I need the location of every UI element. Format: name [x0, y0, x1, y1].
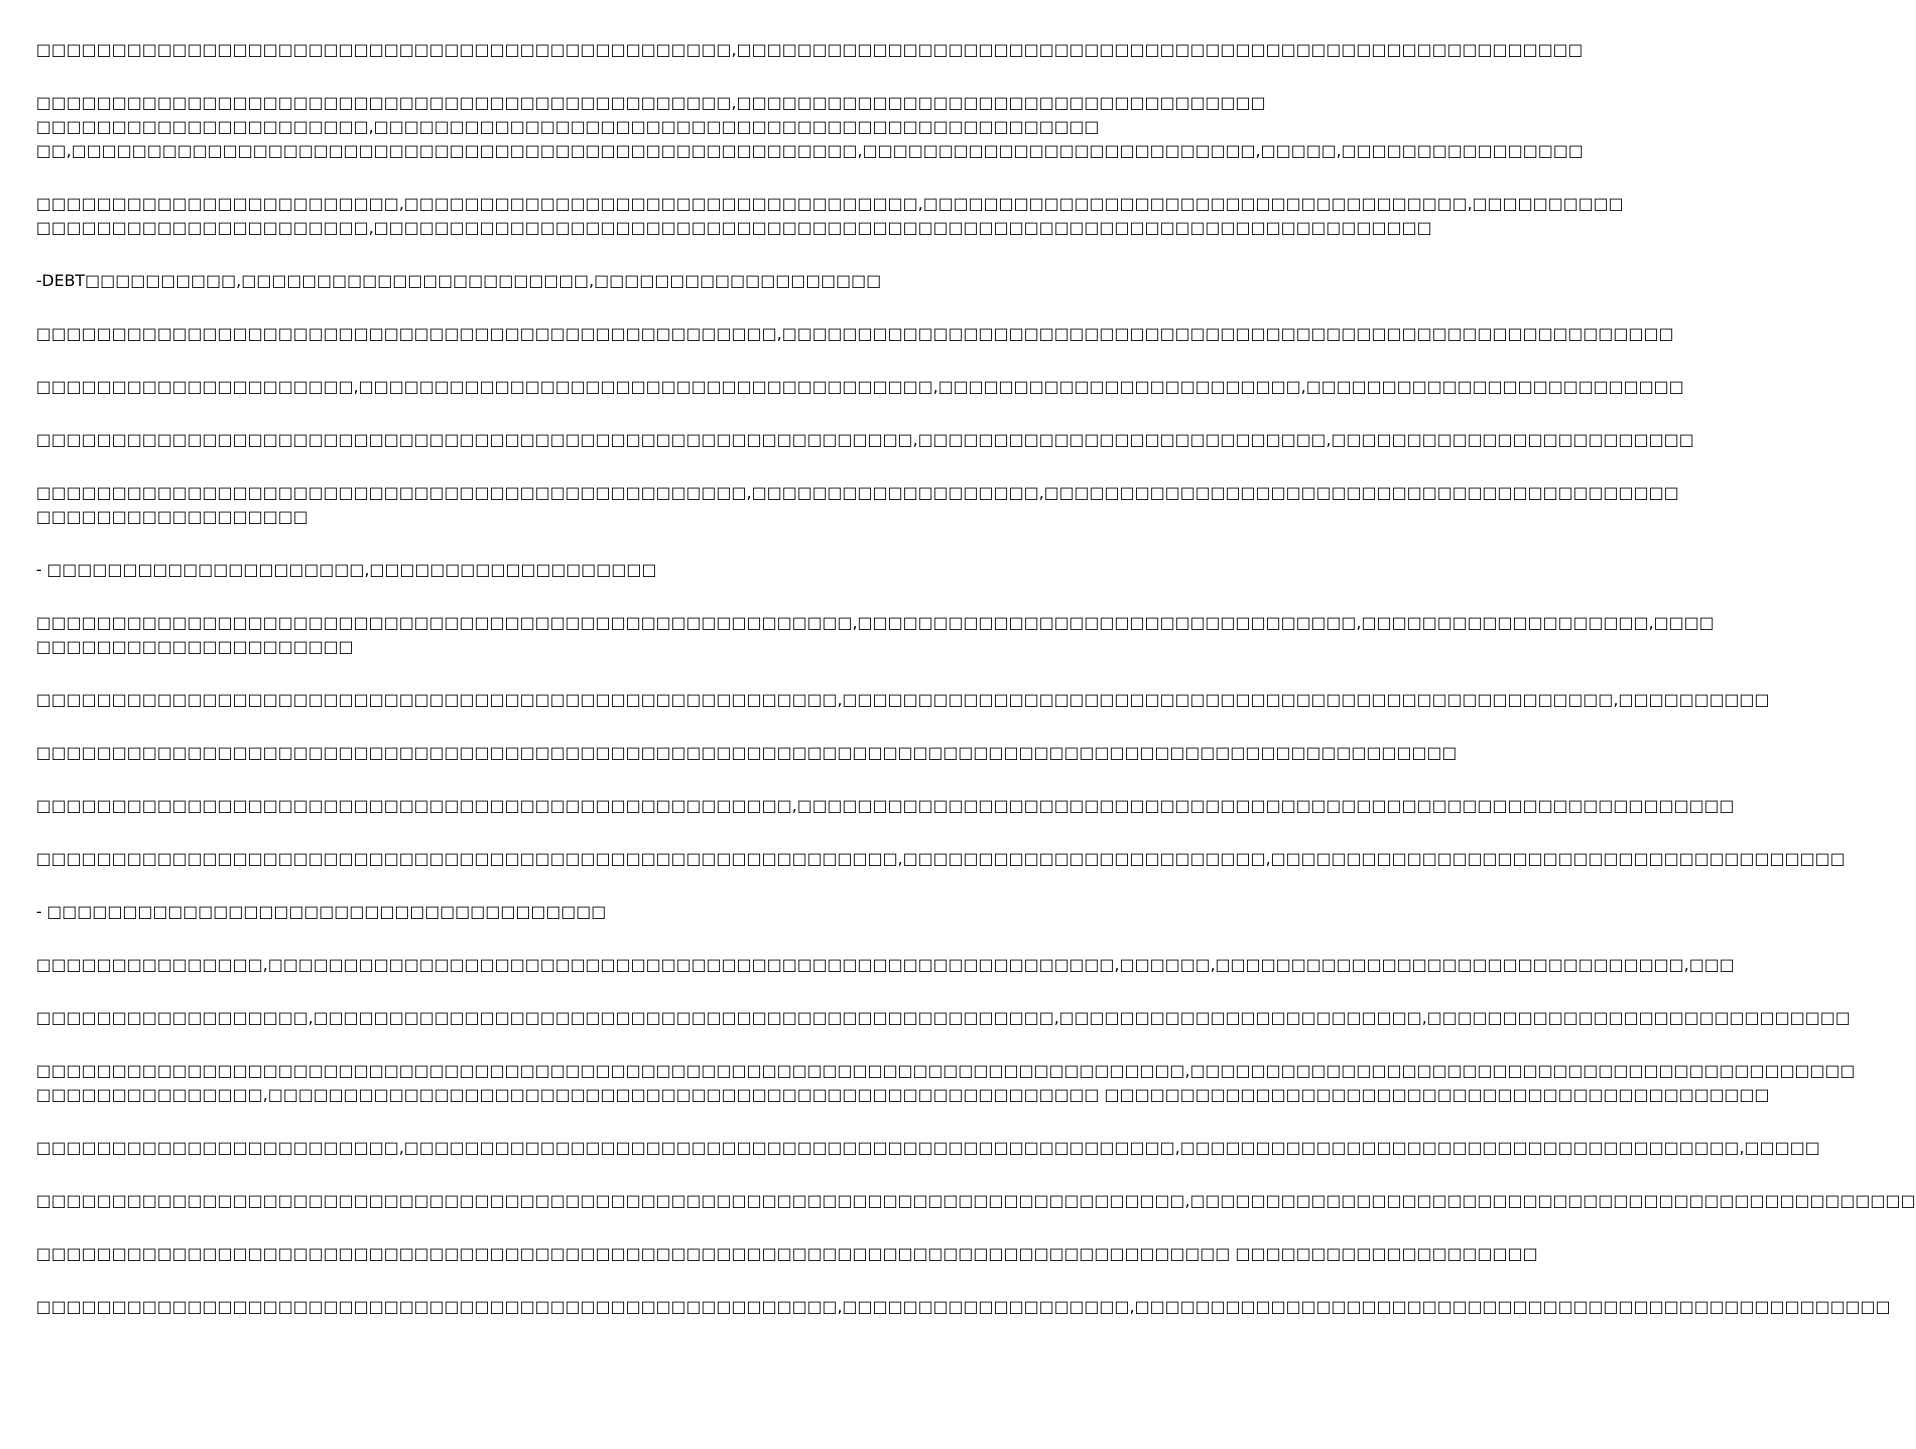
paragraph	[36, 269, 990, 293]
text-line: □□□□□□□□□□□□□□□,□□□□□□□□□□□□□□□□□□□□□□□□□□□□□□□□□□□□□□□□□□□□□□□□□□□□□□□ □□□□□□□□□□□□□□□□□□□□□□□□□□□□□□□□□□□□□□□□□□□□	[36, 1085, 1770, 1104]
text-line: □□□□□□□□□□□□□□□□□□□□□□□□□□□□□□□□□□□□□□□□□□□□□□,□□□□□□□□□□□□□□□□□□□□□□□□□□□□□□□□□□□	[36, 93, 1266, 112]
paragraph	[36, 375, 1684, 399]
text-line: □□□□□□□□□□□□□□□□□□	[36, 507, 309, 526]
paragraph	[36, 91, 1584, 163]
text-line: □□□□□□□□□□□□□□□□□□□□□,□□□□□□□□□□□□□□□□□□□□□□□□□□□□□□□□□□□□□□,□□□□□□□□□□□□□□□□□□□□□□□□,□□□□□□□□□□□□□□□□□□□□□□□□□	[36, 377, 1684, 396]
paragraph	[36, 953, 1735, 977]
text-line: □□□□□□□□□□□□□□□□□□□□□□□□□□□□□□□□□□□□□□□□□□□□□□□□□,□□□□□□□□□□□□□□□□□□□□□□□□□□□□□□□□□□□□□□□□□□□□□□□□□□□□□□□□□□□	[36, 324, 1674, 343]
text-line: □□□□□□□□□□□□□□□□□□,□□□□□□□□□□□□□□□□□□□□□□□□□□□□□□□□□□□□□□□□□□□□□□□□□,□□□□□□□□□□□□□□□□□□□□□□□□,□□□□□□□□□□□□□□□□□□□□□□□□□□□□	[36, 1008, 1851, 1027]
paragraph	[36, 481, 1679, 529]
text-line: □□□□□□□□□□□□□□□□□□□□□□□□□□□□□□□□□□□□□□□□□□□□□□□□□□□□□,□□□□□□□□□□□□□□□□□□□,□□□□□□□□□□□□□□□□□□□□□□□□□□□□□□□□□□□□□□□□□□□□□□□□□□	[36, 1297, 1891, 1316]
paragraph	[36, 1136, 1820, 1160]
text-line: □□□□□□□□□□□□□□□□□□□□□□□□□□□□□□□□□□□□□□□□□□□□□□□□□□□□□□□□□□□□□□□□□□□□□□□□□□□□,□□□□□□□□□□□□□□□□□□□□□□□□□□□□□□□□□□□□□□□□□□□□	[36, 1061, 1856, 1080]
text-line: □□□□□□□□□□□□□□□□□□□□□□,□□□□□□□□□□□□□□□□□□□□□□□□□□□□□□□□□□□□□□□□□□□□□□□□□□□□□□□□□□□□□□□□□□□□□□	[36, 218, 1432, 237]
text-line: □□□□□□□□□□□□□□□□□□□□□□□□,□□□□□□□□□□□□□□□□□□□□□□□□□□□□□□□□□□□□□□□□□□□□□□□□□□□,□□□□□□□□□□□□□□□□□□□□□□□□□□□□□□□□□□□□□,□□□□□	[36, 1138, 1820, 1157]
text-line: -DEBT□□□□□□□□□□,□□□□□□□□□□□□□□□□□□□□□□□,□□□□□□□□□□□□□□□□□□□	[36, 271, 882, 290]
paragraph	[36, 1059, 1856, 1107]
paragraph	[36, 611, 1715, 659]
paragraph	[36, 322, 1674, 346]
text-line: - □□□□□□□□□□□□□□□□□□□□□,□□□□□□□□□□□□□□□□□□□	[36, 560, 657, 579]
text-line: □□□□□□□□□□□□□□□□□□□□□□□□□□□□□□□□□□□□□□□□□□□□□□□,□□□□□□□□□□□□□□□□□□□,□□□□□□□□□□□□□□□□□□□□□□□□□□□□□□□□□□□□□□□□□□	[36, 483, 1679, 502]
text-line: - □□□□□□□□□□□□□□□□□□□□□□□□□□□□□□□□□□□□□	[36, 902, 607, 921]
text-line: □□□□□□□□□□□□□□□□□□□□□□□□□□□□□□□□□□□□□□□□□□□□□□□□□□□□□□□□□□□□□□□□□□□□□□□□□□□□□□□ □□□□□□□□□□□□□□□□□□□□	[36, 1244, 1538, 1263]
text-line: □□,□□□□□□□□□□□□□□□□□□□□□□□□□□□□□□□□□□□□□□□□□□□□□□□□□□□□,□□□□□□□□□□□□□□□□□□□□□□□□□□,□□□□□,□□□□□□□□□□□□□□□□	[36, 141, 1584, 160]
paragraph	[36, 192, 1624, 240]
text-line: □□□□□□□□□□□□□□□□□□□□□	[36, 637, 354, 656]
text-line: □□□□□□□□□□□□□□□□□□□□□□□□□□□□□□□□□□□□□□□□□□□□□□,□□□□□□□□□□□□□□□□□□□□□□□□□□□□□□□□□□□□□□□□□□□□□□□□□□□□□□□□	[36, 40, 1584, 59]
text-line: □□□□□□□□□□□□□□□□□□□□□□□□□□□□□□□□□□□□□□□□□□□□□□□□□□□□□□,□□□□□□□□□□□□□□□□□□□□□□□□□□□□□□□□□,□□□□□□□□□□□□□□□□□□□,□□□□	[36, 613, 1715, 632]
text-line: □□□□□□□□□□□□□□□□□□□□□□□□□□□□□□□□□□□□□□□□□□□□□□□□□□,□□□□□□□□□□□□□□□□□□□□□□□□□□□□□□□□□□□□□□□□□□□□□□□□□□□□□□□□□□□□□□	[36, 796, 1735, 815]
paragraph	[36, 38, 1584, 62]
text-line: □□□□□□□□□□□□□□□,□□□□□□□□□□□□□□□□□□□□□□□□□□□□□□□□□□□□□□□□□□□□□□□□□□□□□□□□,□□□□□□,□□□□□□□□□□□□□□□□□□□□□□□□□□□□□□□,□□□	[36, 955, 1735, 974]
text-line: □□□□□□□□□□□□□□□□□□□□□□□□□□□□□□□□□□□□□□□□□□□□□□□□□□□□□,□□□□□□□□□□□□□□□□□□□□□□□□□□□□□□□□□□□□□□□□□□□□□□□□□□□,□□□□□□□□□□	[36, 690, 1770, 709]
document-body	[36, 38, 1916, 1348]
text-line: □□□□□□□□□□□□□□□□□□□□□□□□□□□□□□□□□□□□□□□□□□□□□□□□□□□□□□□□□□□□□□□□□□□□□□□□□□□□□□□□□□□□□□□□□□□□□□	[36, 743, 1458, 762]
paragraph	[36, 1295, 1891, 1319]
paragraph	[36, 794, 1735, 818]
paragraph	[36, 847, 1846, 871]
paragraph	[36, 900, 990, 924]
paragraph	[36, 558, 990, 582]
paragraph	[36, 1006, 1851, 1030]
paragraph	[36, 428, 1694, 452]
text-line: □□□□□□□□□□□□□□□□□□□□□□,□□□□□□□□□□□□□□□□□□□□□□□□□□□□□□□□□□□□□□□□□□□□□□□□	[36, 117, 1100, 136]
text-line: □□□□□□□□□□□□□□□□□□□□□□□□□□□□□□□□□□□□□□□□□□□□□□□□□□□□□□□□□□,□□□□□□□□□□□□□□□□□□□□□□□□□□□,□□□□□□□□□□□□□□□□□□□□□□□□	[36, 430, 1694, 449]
text-line: □□□□□□□□□□□□□□□□□□□□□□□□□□□□□□□□□□□□□□□□□□□□□□□□□□□□□□□□□,□□□□□□□□□□□□□□□□□□□□□□□□,□□□□□□□□□□□□□□□□□□□□□□□□□□□□□□□□□□□□□□	[36, 849, 1846, 868]
paragraph	[36, 688, 1770, 712]
text-line: □□□□□□□□□□□□□□□□□□□□□□□□,□□□□□□□□□□□□□□□□□□□□□□□□□□□□□□□□□□,□□□□□□□□□□□□□□□□□□□□□□□□□□□□□□□□□□□□,□□□□□□□□□□	[36, 194, 1624, 213]
paragraph	[36, 1242, 1538, 1266]
paragraph	[36, 741, 1458, 765]
text-line: □□□□□□□□□□□□□□□□□□□□□□□□□□□□□□□□□□□□□□□□□□□□□□□□□□□□□□□□□□□□□□□□□□□□□□□□□□□□,□□□□□□□□□□□□□□□□□□□□□□□□□□□□□□□□□□□□□□□□□□□□□□□□	[36, 1191, 1916, 1210]
paragraph	[36, 1189, 1916, 1213]
